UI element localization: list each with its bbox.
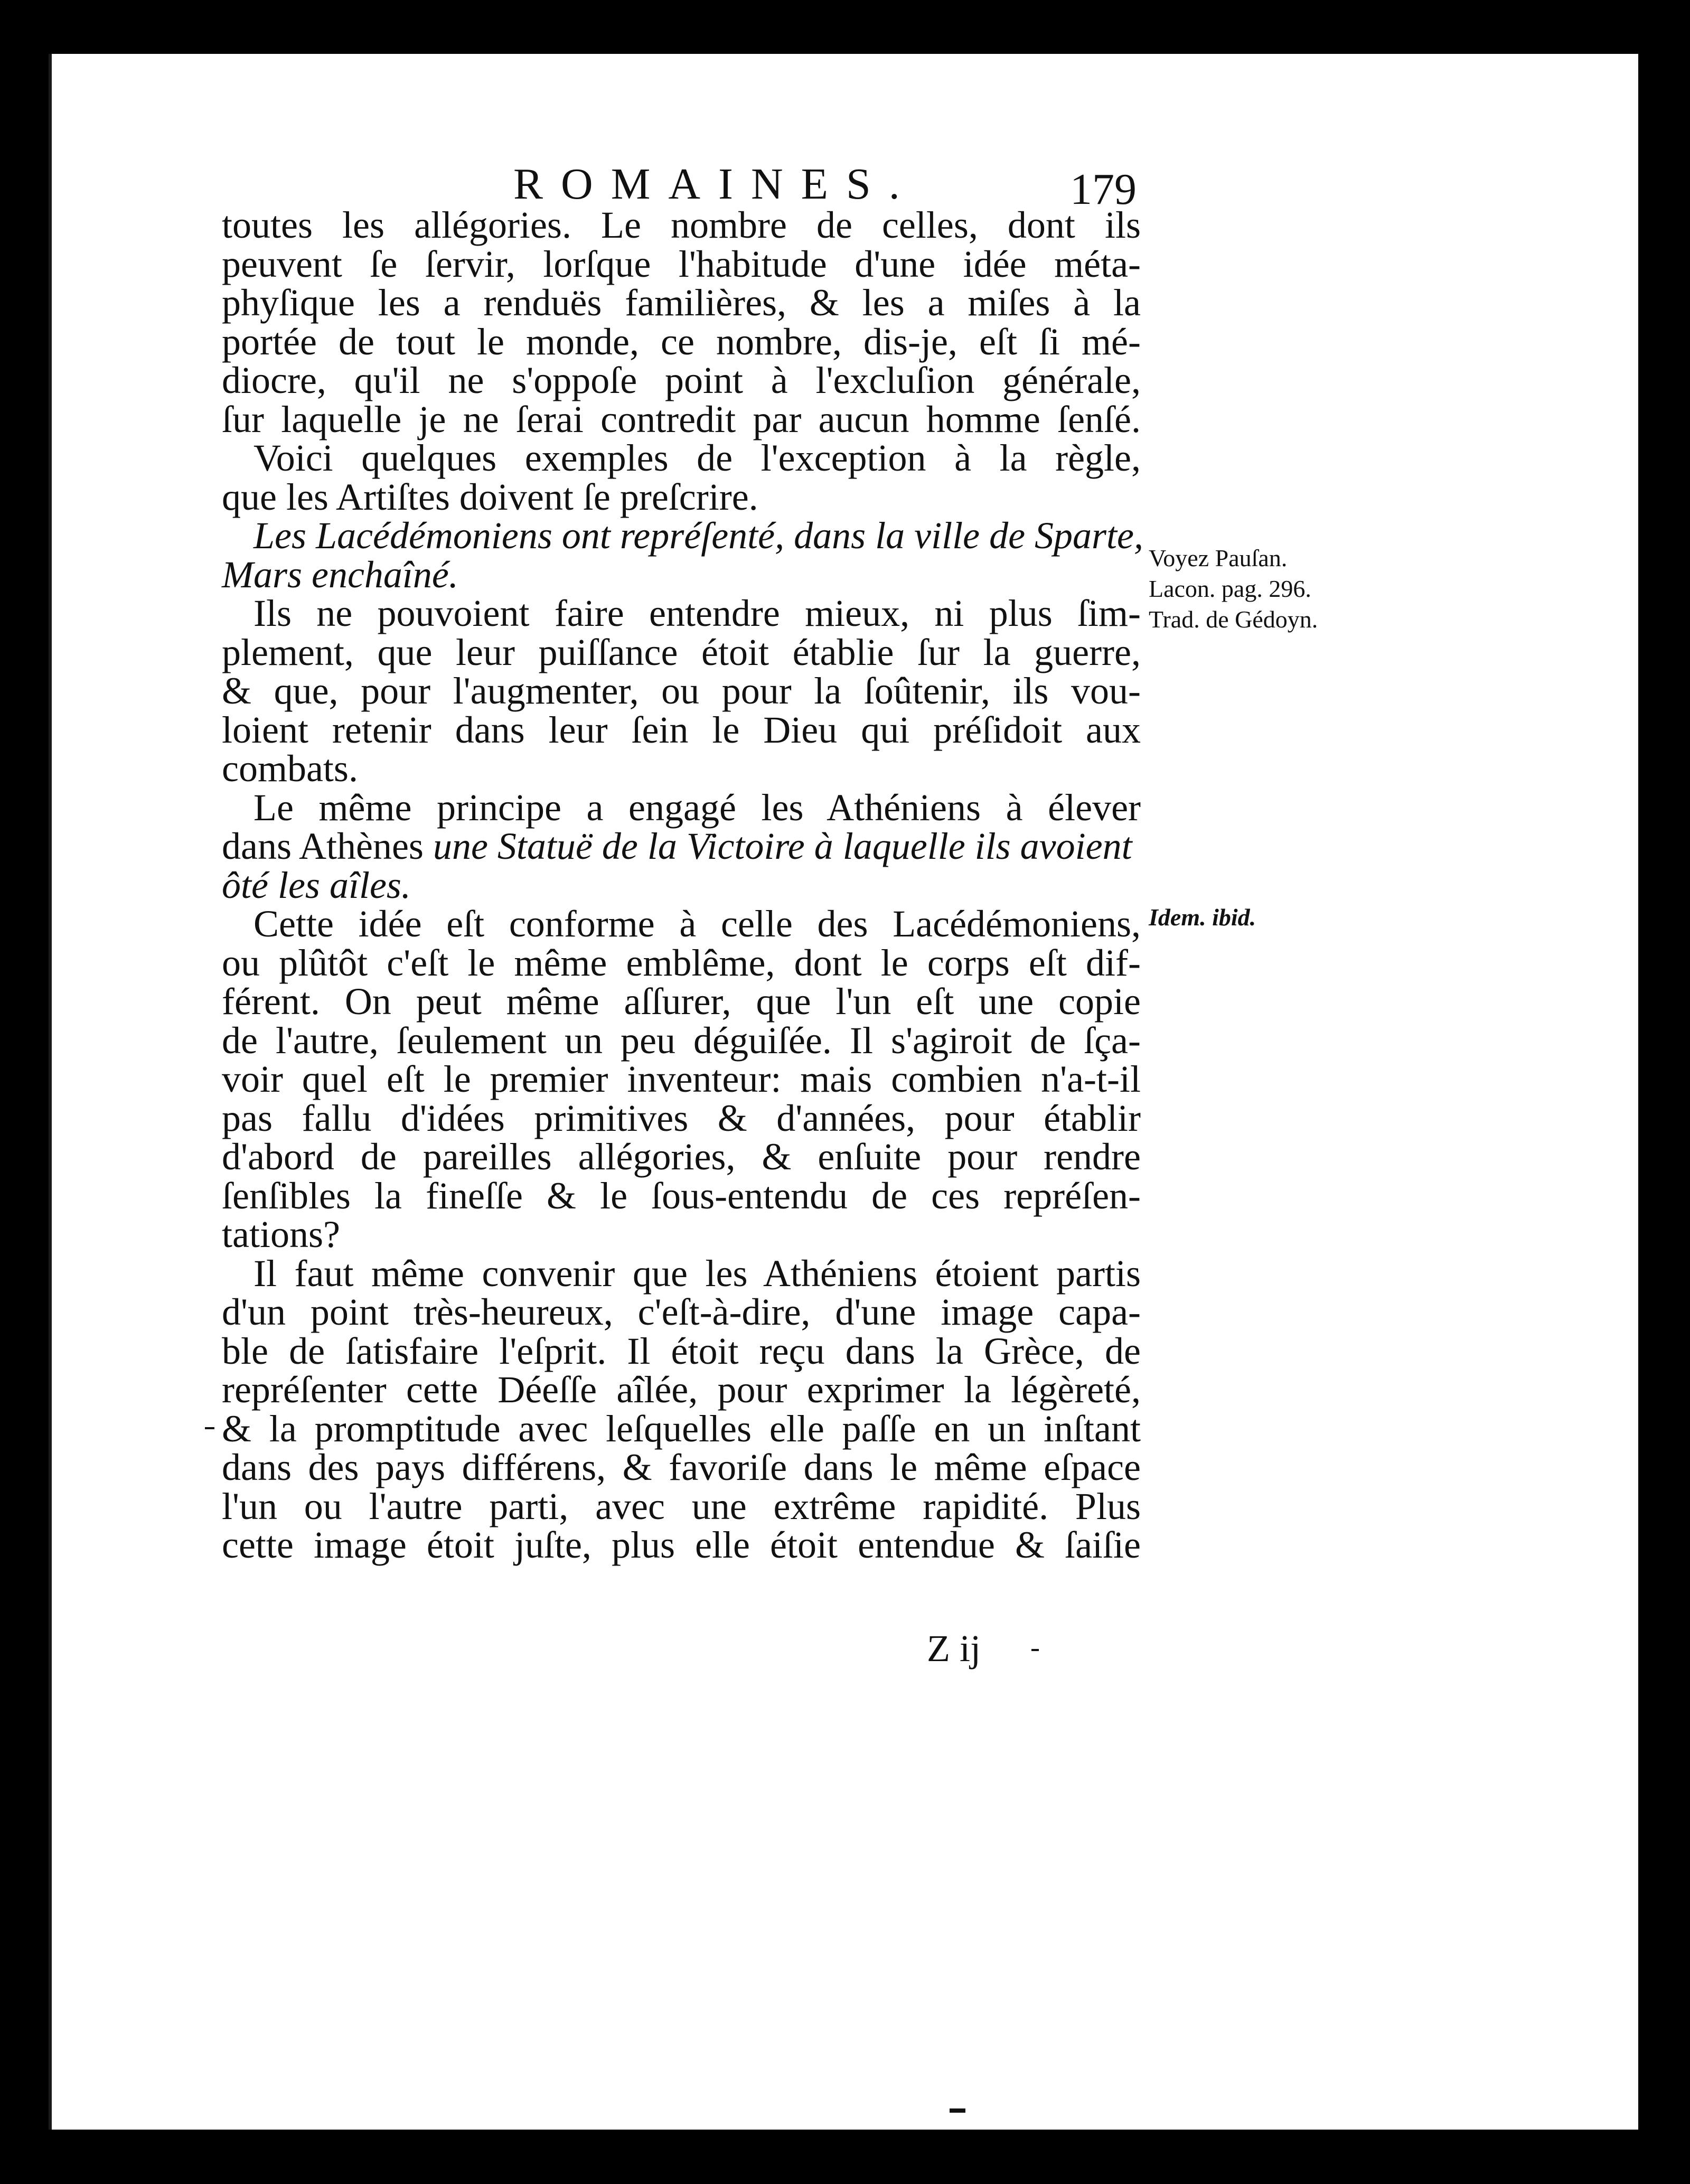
margin-note: Lacon. pag. 296. bbox=[1149, 575, 1311, 602]
text-line: voir quel eſt le premier inventeur: mais combien n'a-t-il bbox=[222, 1058, 1141, 1100]
text-line: pas fallu d'idées primitives & d'années, pour établir bbox=[222, 1096, 1141, 1139]
text-line: cette image étoit juſte, plus elle étoit entendue & ſaiſie bbox=[222, 1524, 1141, 1566]
text-line: loient retenir dans leur ſein le Dieu qui préſidoit aux bbox=[222, 708, 1141, 751]
text-line: repréſenter cette Déeſſe aîlée, pour exprimer la légèreté, bbox=[222, 1368, 1141, 1411]
body-text bbox=[222, 204, 1144, 1566]
text-line: Ils ne pouvoient faire entendre mieux, ni plus ſim- bbox=[253, 592, 1141, 634]
text-line: l'un ou l'autre parti, avec une extrême rapidité. Plus bbox=[222, 1485, 1141, 1527]
text-line: & que, pour l'augmenter, ou pour la ſoûtenir, ils vou- bbox=[222, 670, 1141, 712]
text-line: ble de ſatisfaire l'eſprit. Il étoit reçu dans la Grèce, de bbox=[222, 1329, 1141, 1372]
margin-note: Voyez Pauſan. bbox=[1149, 545, 1288, 571]
ink-speck bbox=[950, 2108, 965, 2113]
text-line: plement, que leur puiſſance étoit établie ſur la guerre, bbox=[222, 631, 1141, 673]
text-line: Mars enchaîné. bbox=[222, 553, 458, 596]
text-line: Voici quelques exemples de l'exception à la règle, bbox=[253, 437, 1141, 479]
text-line: phyſique les a renduës familières, & les a miſes à la bbox=[222, 282, 1141, 324]
text-line bbox=[222, 827, 1141, 866]
text-line: & la promptitude avec leſquelles elle paſſe en un inſtant bbox=[222, 1407, 1141, 1450]
text-line: peuvent ſe ſervir, lorſque l'habitude d'une idée méta- bbox=[222, 242, 1141, 285]
margin-note: Trad. de Gédoyn. bbox=[1149, 606, 1318, 633]
text-line: dans des pays différens, & favoriſe dans le même eſpace bbox=[222, 1446, 1141, 1488]
text-line: Le même principe a engagé les Athéniens à élever bbox=[253, 786, 1141, 829]
text-line: de l'autre, ſeulement un peu déguiſée. Il s'agiroit de ſça- bbox=[222, 1019, 1141, 1062]
margin-notes bbox=[1149, 543, 1360, 931]
text-line: d'un point très-heureux, c'eſt-à-dire, d'une image capa- bbox=[222, 1291, 1141, 1333]
text-line: Les Lacédémoniens ont repréſenté, dans la ville de Sparte, bbox=[253, 514, 1144, 557]
text-line: diocre, qu'il ne s'oppoſe point à l'excluſion générale, bbox=[222, 359, 1141, 401]
text-line: ou plûtôt c'eſt le même emblême, dont le corps eſt dif- bbox=[222, 941, 1141, 984]
running-title: ROMAINES. bbox=[513, 160, 918, 209]
text-line: tations? bbox=[222, 1213, 340, 1255]
text-line: ſenſibles la fineſſe & le ſous-entendu de ces repréſen- bbox=[222, 1174, 1141, 1217]
text-line: Cette idée eſt conforme à celle des Lacédémoniens, bbox=[253, 903, 1141, 945]
text-line: que les Artiſtes doivent ſe preſcrire. bbox=[222, 475, 758, 518]
ink-speck bbox=[205, 1427, 214, 1429]
text-line: combats. bbox=[222, 747, 358, 790]
page-number: 179 bbox=[1070, 165, 1137, 214]
text-line: ôté les aîles. bbox=[222, 864, 411, 906]
text-span-italic: une Statuë de la Victoire à laquelle ils avoient bbox=[433, 825, 1132, 867]
text-line: portée de tout le monde, ce nombre, dis-je, eſt ſi mé- bbox=[222, 320, 1141, 363]
text-line: Il faut même convenir que les Athéniens étoient partis bbox=[253, 1252, 1141, 1295]
text-line: ſur laquelle je ne ſerai contredit par aucun homme ſenſé. bbox=[222, 398, 1141, 440]
text-span: dans Athènes bbox=[222, 825, 424, 867]
text-line: d'abord de pareilles allégories, & enſuite pour rendre bbox=[222, 1136, 1141, 1178]
signature-mark: Z ij bbox=[927, 1627, 981, 1670]
ink-speck bbox=[1031, 1649, 1039, 1651]
margin-note: Idem. ibid. bbox=[1149, 904, 1256, 931]
text-line: toutes les allégories. Le nombre de celles, dont ils bbox=[222, 204, 1141, 246]
text-line: férent. On peut même aſſurer, que l'un eſt une copie bbox=[222, 980, 1141, 1023]
